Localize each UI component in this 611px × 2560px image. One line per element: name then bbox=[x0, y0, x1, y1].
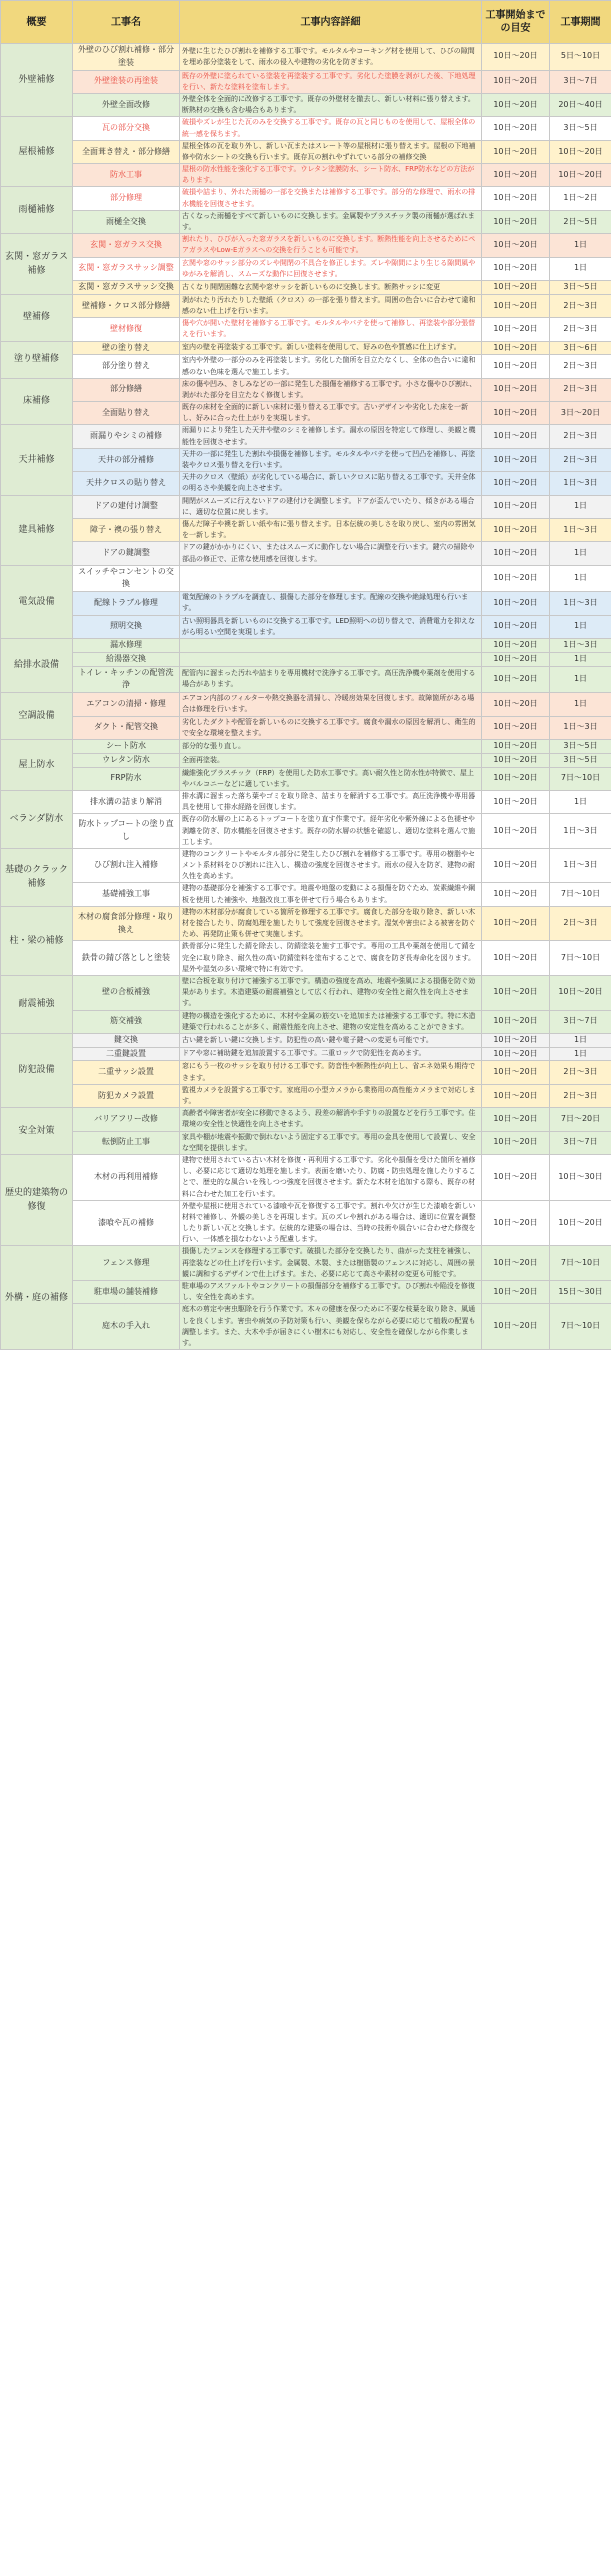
period-cell: 7日〜10日 bbox=[550, 1304, 611, 1350]
header-name: 工事名 bbox=[73, 1, 180, 44]
period-cell: 2日〜3日 bbox=[550, 1084, 611, 1107]
work-desc-cell: 建物の基礎部分を補強する工事です。地震や地盤の変動による損傷を防ぐため、炭素繊維や鋼板を使用した補強や、地盤改良工事を併せて行う場合もあります。 bbox=[180, 883, 482, 906]
start-cell: 10日〜20日 bbox=[482, 294, 550, 317]
work-desc-cell: 外壁に生じたひび割れを補修する工事です。モルタルやコーキング材を使用して、ひびの隙間を埋め部分塗装をして、雨水の侵入や建物の劣化を防ぎます。 bbox=[180, 44, 482, 71]
period-cell: 3日〜7日 bbox=[550, 1131, 611, 1154]
work-name-cell: エアコンの清掃・修理 bbox=[73, 693, 180, 716]
header-desc: 工事内容詳細 bbox=[180, 1, 482, 44]
table-row bbox=[1, 1033, 611, 1047]
work-name-cell: 壁補修・クロス部分修繕 bbox=[73, 294, 180, 317]
period-cell: 1日 bbox=[550, 565, 611, 592]
start-cell: 10日〜20日 bbox=[482, 906, 550, 941]
category-cell: 床補修 bbox=[1, 378, 73, 425]
period-cell: 2日〜3日 bbox=[550, 425, 611, 448]
period-cell: 2日〜3日 bbox=[550, 318, 611, 341]
period-cell: 1日 bbox=[550, 1047, 611, 1061]
work-desc-cell: 古くなり開閉困難な玄関や窓サッシを新しいものに交換します。断熱サッシに変更 bbox=[180, 280, 482, 294]
period-cell: 7日〜10日 bbox=[550, 1246, 611, 1281]
work-name-cell: 庭木の手入れ bbox=[73, 1304, 180, 1350]
work-desc-cell: 建物のコンクリートやモルタル部分に発生したひび割れを補修する工事です。専用の樹脂やセメント系材料をひび割れに注入し、構造の強度を回復させます。雨水の侵入を防ぎ、建物の耐久性を高めます。 bbox=[180, 848, 482, 883]
work-desc-cell: 家具や棚が地震や振動で倒れないよう固定する工事です。専用の金具を使用して設置し、安全な空間を提供します。 bbox=[180, 1131, 482, 1154]
category-cell: 外構・庭の補修 bbox=[1, 1246, 73, 1350]
work-desc-cell: ドアや窓に補助鍵を追加設置する工事です。二重ロックで防犯性を高めます。 bbox=[180, 1047, 482, 1061]
work-name-cell: 天井クロスの貼り替え bbox=[73, 472, 180, 495]
period-cell: 1日 bbox=[550, 234, 611, 257]
header-period: 工事期間 bbox=[550, 1, 611, 44]
table-row bbox=[1, 425, 611, 448]
table-row bbox=[1, 472, 611, 495]
start-cell: 10日〜20日 bbox=[482, 472, 550, 495]
table-row bbox=[1, 257, 611, 280]
work-desc-cell: 傷んだ障子や襖を新しい紙や布に張り替えます。日本伝統の美しさを取り戻し、室内の雰囲気を一新します。 bbox=[180, 518, 482, 541]
work-name-cell: 給湯器交換 bbox=[73, 652, 180, 666]
header-category: 概要 bbox=[1, 1, 73, 44]
period-cell: 1日 bbox=[550, 666, 611, 693]
work-name-cell: 木材の腐食部分修理・取り換え bbox=[73, 906, 180, 941]
work-desc-cell: 建物の木材部分が腐食している箇所を修理する工事です。腐食した部分を取り除き、新しい木材を接合したり、防腐処理を施したりして強度を回復させます。湿気や害虫による被害を防ぐため、再発防止策も併せて実施します。 bbox=[180, 906, 482, 941]
start-cell: 10日〜20日 bbox=[482, 753, 550, 767]
work-name-cell: 外壁のひび割れ補修・部分塗装 bbox=[73, 44, 180, 71]
table-row bbox=[1, 716, 611, 739]
work-name-cell: ドアの建付け調整 bbox=[73, 495, 180, 518]
work-desc-cell: 室内や外壁の一部分のみを再塗装します。劣化した箇所を目立たなくし、全体の色合いに違和感のない色味を選んで施工します。 bbox=[180, 355, 482, 378]
table-row bbox=[1, 975, 611, 1010]
start-cell: 10日〜20日 bbox=[482, 941, 550, 976]
table-row bbox=[1, 542, 611, 565]
table-row bbox=[1, 1061, 611, 1084]
start-cell: 10日〜20日 bbox=[482, 140, 550, 163]
work-desc-cell: 古い照明器具を新しいものに交換する工事です。LED照明への切り替えで、消費電力を抑えながら明るい空間を実現します。 bbox=[180, 615, 482, 638]
table-row bbox=[1, 495, 611, 518]
period-cell: 1日 bbox=[550, 652, 611, 666]
work-desc-cell: 外壁全体を全面的に改修する工事です。既存の外壁材を撤去し、新しい材料に張り替えます。断熱材の交換も含む場合もあります。 bbox=[180, 93, 482, 116]
start-cell: 10日〜20日 bbox=[482, 210, 550, 233]
start-cell: 10日〜20日 bbox=[482, 518, 550, 541]
table-row bbox=[1, 294, 611, 317]
table-row bbox=[1, 814, 611, 849]
period-cell: 1日〜3日 bbox=[550, 472, 611, 495]
work-name-cell: 漆喰や瓦の補修 bbox=[73, 1200, 180, 1246]
work-name-cell: 雨樋全交換 bbox=[73, 210, 180, 233]
work-name-cell: 全面貼り替え bbox=[73, 402, 180, 425]
work-name-cell: 壁の合板補強 bbox=[73, 975, 180, 1010]
work-desc-cell: 既存の外壁に塗られている塗装を再塗装する工事です。劣化した塗膜を剥がした後、下地処理を行い、新たな塗料を塗布します。 bbox=[180, 70, 482, 93]
start-cell: 10日〜20日 bbox=[482, 693, 550, 716]
table-row bbox=[1, 693, 611, 716]
work-name-cell: 照明交換 bbox=[73, 615, 180, 638]
period-cell: 2日〜5日 bbox=[550, 210, 611, 233]
start-cell: 10日〜20日 bbox=[482, 280, 550, 294]
period-cell: 1日〜3日 bbox=[550, 814, 611, 849]
period-cell: 1日 bbox=[550, 790, 611, 813]
start-cell: 10日〜20日 bbox=[482, 448, 550, 471]
category-cell: 給排水設備 bbox=[1, 639, 73, 693]
table-row bbox=[1, 883, 611, 906]
table-row bbox=[1, 1200, 611, 1246]
work-name-cell: 防水工事 bbox=[73, 164, 180, 187]
period-cell: 1日 bbox=[550, 542, 611, 565]
period-cell: 1日 bbox=[550, 1033, 611, 1047]
period-cell: 1日 bbox=[550, 257, 611, 280]
work-desc-cell: 壁に合板を取り付けて補強する工事です。構造の強度を高め、地震や強風による損傷を防ぐ効果があります。木造建築の耐震補強として広く行われ、建物の安全性と耐久性を向上させます。 bbox=[180, 975, 482, 1010]
table-row bbox=[1, 448, 611, 471]
work-desc-cell: 剥がれたり汚れたりした壁紙（クロス）の一部を張り替えます。周囲の色合いに合わせて違和感のない仕上げを行います。 bbox=[180, 294, 482, 317]
work-desc-cell: 既存の床材を全面的に新しい床材に張り替える工事です。古いデザインや劣化した床を一新し、好みに合った仕上がりを実現します。 bbox=[180, 402, 482, 425]
work-desc-cell: 窓にもう一枚のサッシを取り付ける工事です。防音性や断熱性が向上し、省エネ効果も期待できます。 bbox=[180, 1061, 482, 1084]
start-cell: 10日〜20日 bbox=[482, 1154, 550, 1200]
work-desc-cell: 建物で使用されている古い木材を修復・再利用する工事です。劣化や損傷を受けた箇所を補修し、必要に応じて適切な処理を施します。表面を磨いたり、防腐・防虫処理を施したりすることで、歴史的な風合いを残しつつ強度を回復させます。新たな木材を追加する際も、既存の材料に合わせた加工を行います。 bbox=[180, 1154, 482, 1200]
period-cell: 7日〜10日 bbox=[550, 767, 611, 790]
category-cell: 玄関・窓ガラス補修 bbox=[1, 234, 73, 295]
period-cell: 2日〜3日 bbox=[550, 378, 611, 401]
period-cell: 1日 bbox=[550, 615, 611, 638]
start-cell: 10日〜20日 bbox=[482, 44, 550, 71]
category-cell: 雨樋補修 bbox=[1, 187, 73, 234]
table-row bbox=[1, 790, 611, 813]
period-cell: 3日〜5日 bbox=[550, 280, 611, 294]
work-name-cell: 部分修理 bbox=[73, 187, 180, 210]
work-name-cell: トイレ・キッチンの配管洗浄 bbox=[73, 666, 180, 693]
period-cell: 10日〜20日 bbox=[550, 975, 611, 1010]
period-cell: 7日〜10日 bbox=[550, 941, 611, 976]
start-cell: 10日〜20日 bbox=[482, 883, 550, 906]
work-name-cell: 壁材修復 bbox=[73, 318, 180, 341]
period-cell: 1日〜3日 bbox=[550, 518, 611, 541]
period-cell: 1日〜3日 bbox=[550, 716, 611, 739]
table-row bbox=[1, 666, 611, 693]
start-cell: 10日〜20日 bbox=[482, 542, 550, 565]
table-row bbox=[1, 518, 611, 541]
table-row bbox=[1, 93, 611, 116]
work-desc-cell: 繊維強化プラスチック（FRP）を使用した防水工事です。高い耐久性と防水性が特徴で、屋上やバルコニーなどに適しています。 bbox=[180, 767, 482, 790]
work-name-cell: シート防水 bbox=[73, 739, 180, 753]
work-name-cell: FRP防水 bbox=[73, 767, 180, 790]
work-desc-cell: 割れたり、ひびが入った窓ガラスを新しいものに交換します。断熱性能を向上させるためにペアガラスやLow-Eガラスへの交換を行うことも可能です。 bbox=[180, 234, 482, 257]
table-body bbox=[1, 44, 611, 1350]
work-desc-cell: 開閉がスムーズに行えないドアの建付けを調整します。ドアが歪んでいたり、傾きがある場合に、適切な位置に戻します。 bbox=[180, 495, 482, 518]
work-name-cell: 二重鍵設置 bbox=[73, 1047, 180, 1061]
table-row bbox=[1, 767, 611, 790]
table-row bbox=[1, 1131, 611, 1154]
table-row bbox=[1, 848, 611, 883]
table-row bbox=[1, 355, 611, 378]
work-name-cell: 部分修繕 bbox=[73, 378, 180, 401]
period-cell: 1日〜3日 bbox=[550, 848, 611, 883]
start-cell: 10日〜20日 bbox=[482, 739, 550, 753]
work-desc-cell: 高齢者や障害者が安全に移動できるよう、段差の解消や手すりの設置などを行う工事です。住環境の安全性と快適性を向上させます。 bbox=[180, 1108, 482, 1131]
period-cell: 7日〜20日 bbox=[550, 1108, 611, 1131]
period-cell: 3日〜7日 bbox=[550, 1010, 611, 1033]
work-desc-cell: 駐車場のアスファルトやコンクリートの損傷部分を補修する工事です。ひび割れや陥没を修復し、安全性を高めます。 bbox=[180, 1281, 482, 1304]
period-cell: 2日〜3日 bbox=[550, 1061, 611, 1084]
work-name-cell: バリアフリー改修 bbox=[73, 1108, 180, 1131]
category-cell: 塗り壁補修 bbox=[1, 341, 73, 378]
work-desc-cell: 古くなった雨樋をすべて新しいものに交換します。金属製やプラスチック製の雨樋が選ばれます。 bbox=[180, 210, 482, 233]
start-cell: 10日〜20日 bbox=[482, 565, 550, 592]
start-cell: 10日〜20日 bbox=[482, 790, 550, 813]
work-desc-cell: ドアの鍵がかかりにくい、またはスムーズに動作しない場合に調整を行います。鍵穴の掃除や部品の修正で、正常な使用感を回復します。 bbox=[180, 542, 482, 565]
period-cell: 3日〜5日 bbox=[550, 753, 611, 767]
period-cell: 10日〜30日 bbox=[550, 1154, 611, 1200]
work-desc-cell: 既存の防水層の上にあるトップコートを塗り直す作業です。経年劣化や紫外線による色褪せや剥離を防ぎ、防水機能を回復させます。既存の防水層の状態を確認し、適切な塗料を選んで施工します。 bbox=[180, 814, 482, 849]
work-name-cell: 筋交補強 bbox=[73, 1010, 180, 1033]
work-name-cell: フェンス修理 bbox=[73, 1246, 180, 1281]
work-name-cell: ドアの鍵調整 bbox=[73, 542, 180, 565]
category-cell: 耐震補強 bbox=[1, 975, 73, 1033]
category-cell: 建具補修 bbox=[1, 495, 73, 565]
work-name-cell: 外壁全面改修 bbox=[73, 93, 180, 116]
period-cell: 3日〜6日 bbox=[550, 341, 611, 355]
category-cell: 外壁補修 bbox=[1, 44, 73, 117]
period-cell: 5日〜10日 bbox=[550, 44, 611, 71]
work-name-cell: 玄関・窓ガラスサッシ交換 bbox=[73, 280, 180, 294]
start-cell: 10日〜20日 bbox=[482, 1061, 550, 1084]
period-cell: 1日〜3日 bbox=[550, 639, 611, 653]
start-cell: 10日〜20日 bbox=[482, 1010, 550, 1033]
period-cell: 15日〜30日 bbox=[550, 1281, 611, 1304]
category-cell: 屋上防水 bbox=[1, 739, 73, 790]
start-cell: 10日〜20日 bbox=[482, 975, 550, 1010]
work-desc-cell: 雨漏りにより発生した天井や壁のシミを補修します。漏水の原因を特定して修理し、美観と機能性を回復させます。 bbox=[180, 425, 482, 448]
start-cell: 10日〜20日 bbox=[482, 234, 550, 257]
work-name-cell: 木材の再利用補修 bbox=[73, 1154, 180, 1200]
work-name-cell: 防犯カメラ設置 bbox=[73, 1084, 180, 1107]
start-cell: 10日〜20日 bbox=[482, 1108, 550, 1131]
start-cell: 10日〜20日 bbox=[482, 1304, 550, 1350]
table-row bbox=[1, 1154, 611, 1200]
table-row bbox=[1, 1108, 611, 1131]
period-cell: 1日〜3日 bbox=[550, 592, 611, 615]
start-cell: 10日〜20日 bbox=[482, 1131, 550, 1154]
start-cell: 10日〜20日 bbox=[482, 187, 550, 210]
table-row bbox=[1, 187, 611, 210]
start-cell: 10日〜20日 bbox=[482, 318, 550, 341]
work-desc-cell: 庭木の剪定や害虫駆除を行う作業です。木々の健康を保つために不要な枝葉を取り除き、風通しを良くします。害虫や病気の予防対策も行い、美観を保ちながら必要に応じて植栽の配置も調整します。また、大木や手が届きにくい樹木にも対応し、安全性を確保しながら作業します。 bbox=[180, 1304, 482, 1350]
table-row bbox=[1, 140, 611, 163]
table-row bbox=[1, 318, 611, 341]
period-cell: 3日〜20日 bbox=[550, 402, 611, 425]
category-cell: 基礎のクラック補修 bbox=[1, 848, 73, 906]
table-row bbox=[1, 44, 611, 71]
work-name-cell: 玄関・窓ガラスサッシ調整 bbox=[73, 257, 180, 280]
table-row bbox=[1, 1281, 611, 1304]
work-name-cell: ダクト・配管交換 bbox=[73, 716, 180, 739]
work-name-cell: 二重サッシ設置 bbox=[73, 1061, 180, 1084]
period-cell: 10日〜20日 bbox=[550, 164, 611, 187]
table-row bbox=[1, 280, 611, 294]
period-cell: 20日〜40日 bbox=[550, 93, 611, 116]
work-name-cell: 転倒防止工事 bbox=[73, 1131, 180, 1154]
table-row bbox=[1, 117, 611, 140]
start-cell: 10日〜20日 bbox=[482, 341, 550, 355]
category-cell: 屋根補修 bbox=[1, 117, 73, 187]
start-cell: 10日〜20日 bbox=[482, 425, 550, 448]
work-desc-cell: 排水溝に溜まった落ち葉やゴミを取り除き、詰まりを解消する工事です。高圧洗浄機や専用器具を使用して排水経路を回復します。 bbox=[180, 790, 482, 813]
table-row bbox=[1, 402, 611, 425]
table-row bbox=[1, 341, 611, 355]
period-cell: 2日〜3日 bbox=[550, 355, 611, 378]
category-cell: 柱・梁の補修 bbox=[1, 906, 73, 975]
table-row bbox=[1, 565, 611, 592]
start-cell: 10日〜20日 bbox=[482, 716, 550, 739]
work-desc-cell: 損傷したフェンスを修理する工事です。破損した部分を交換したり、曲がった支柱を補強し、再塗装などの仕上げを行います。金属製、木製、または樹脂製のフェンスに対応し、周囲の景観に調和するデザインで仕上げます。また、必要に応じて高さや素材の変更も可能です。 bbox=[180, 1246, 482, 1281]
start-cell: 10日〜20日 bbox=[482, 495, 550, 518]
start-cell: 10日〜20日 bbox=[482, 592, 550, 615]
table-row bbox=[1, 592, 611, 615]
category-cell: 空調設備 bbox=[1, 693, 73, 740]
work-name-cell: 配線トラブル修理 bbox=[73, 592, 180, 615]
start-cell: 10日〜20日 bbox=[482, 1047, 550, 1061]
work-desc-cell bbox=[180, 565, 482, 592]
start-cell: 10日〜20日 bbox=[482, 767, 550, 790]
table-row bbox=[1, 210, 611, 233]
start-cell: 10日〜20日 bbox=[482, 1281, 550, 1304]
work-name-cell: 雨漏りやシミの補修 bbox=[73, 425, 180, 448]
start-cell: 10日〜20日 bbox=[482, 848, 550, 883]
start-cell: 10日〜20日 bbox=[482, 615, 550, 638]
work-name-cell: 排水溝の詰まり解消 bbox=[73, 790, 180, 813]
work-desc-cell bbox=[180, 652, 482, 666]
start-cell: 10日〜20日 bbox=[482, 1246, 550, 1281]
work-desc-cell: 玄関や窓のサッシ部分のズレや開閉の不具合を修正します。ズレや隙間により生じる隙間風やゆがみを解消し、スムーズな動作に回復させます。 bbox=[180, 257, 482, 280]
work-name-cell: 障子・襖の張り替え bbox=[73, 518, 180, 541]
table-row bbox=[1, 234, 611, 257]
work-desc-cell: 部分的な張り直し。 bbox=[180, 739, 482, 753]
category-cell: 安全対策 bbox=[1, 1108, 73, 1155]
table-row bbox=[1, 652, 611, 666]
period-cell: 3日〜7日 bbox=[550, 70, 611, 93]
work-desc-cell: 鉄骨部分に発生した錆を除去し、防錆塗装を施す工事です。専用の工具や薬剤を使用して錆を完全に取り除き、耐久性の高い防錆塗料を塗布することで、腐食を防ぎ長寿命化を図ります。屋外や湿気の多い環境で特に有効です。 bbox=[180, 941, 482, 976]
category-cell: 電気設備 bbox=[1, 565, 73, 638]
period-cell: 10日〜20日 bbox=[550, 1200, 611, 1246]
work-name-cell: 鍵交換 bbox=[73, 1033, 180, 1047]
work-name-cell: 瓦の部分交換 bbox=[73, 117, 180, 140]
table-row bbox=[1, 639, 611, 653]
start-cell: 10日〜20日 bbox=[482, 1200, 550, 1246]
work-name-cell: 駐車場の舗装補修 bbox=[73, 1281, 180, 1304]
work-name-cell: 鉄骨の錆び落としと塗装 bbox=[73, 941, 180, 976]
table-row bbox=[1, 70, 611, 93]
start-cell: 10日〜20日 bbox=[482, 164, 550, 187]
category-cell: 防犯設備 bbox=[1, 1033, 73, 1107]
start-cell: 10日〜20日 bbox=[482, 93, 550, 116]
period-cell: 1日 bbox=[550, 693, 611, 716]
table-row bbox=[1, 615, 611, 638]
category-cell: 歴史的建築物の修復 bbox=[1, 1154, 73, 1246]
start-cell: 10日〜20日 bbox=[482, 70, 550, 93]
work-name-cell: 玄関・窓ガラス交換 bbox=[73, 234, 180, 257]
work-desc-cell: 監視カメラを設置する工事です。家庭用の小型カメラから業務用の高性能カメラまで対応します。 bbox=[180, 1084, 482, 1107]
category-cell: ベランダ防水 bbox=[1, 790, 73, 848]
table-row bbox=[1, 1047, 611, 1061]
table-row bbox=[1, 753, 611, 767]
start-cell: 10日〜20日 bbox=[482, 652, 550, 666]
work-desc-cell: 室内の壁を再塗装する工事です。新しい塗料を使用して、好みの色や質感に仕上げます。 bbox=[180, 341, 482, 355]
work-desc-cell: 外壁や屋根に使用されている漆喰や瓦を修復する工事です。割れや欠けが生じた漆喰を新しい材料で補修し、外観の美しさを再現します。瓦のズレや割れがある場合は、適切に位置を調整したり新しい瓦と交換します。伝統的な建築の場合は、当時の技術や風合いに合わせた修復を行い、一体感を損なわないよう配慮します。 bbox=[180, 1200, 482, 1246]
table-row bbox=[1, 1010, 611, 1033]
period-cell: 1日〜2日 bbox=[550, 187, 611, 210]
work-name-cell: 基礎補強工事 bbox=[73, 883, 180, 906]
start-cell: 10日〜20日 bbox=[482, 666, 550, 693]
period-cell: 3日〜5日 bbox=[550, 117, 611, 140]
table-row bbox=[1, 1084, 611, 1107]
work-desc-cell: 配管内に溜まった汚れや詰まりを専用機材で洗浄する工事です。高圧洗浄機や薬剤を使用する場合があります。 bbox=[180, 666, 482, 693]
work-desc-cell: 床の傷や凹み、きしみなどの一部に発生した損傷を補修する工事です。小さな傷やひび割れ、剥がれた部分を目立たなく修復します。 bbox=[180, 378, 482, 401]
start-cell: 10日〜20日 bbox=[482, 257, 550, 280]
work-desc-cell: エアコン内部のフィルターや熱交換器を清掃し、冷暖房効果を回復します。故障箇所がある場合は修理を行います。 bbox=[180, 693, 482, 716]
start-cell: 10日〜20日 bbox=[482, 402, 550, 425]
work-name-cell: 防水トップコートの塗り直し bbox=[73, 814, 180, 849]
period-cell: 7日〜10日 bbox=[550, 883, 611, 906]
work-name-cell: スイッチやコンセントの交換 bbox=[73, 565, 180, 592]
work-name-cell: 漏水修理 bbox=[73, 639, 180, 653]
start-cell: 10日〜20日 bbox=[482, 1033, 550, 1047]
work-desc-cell bbox=[180, 639, 482, 653]
period-cell: 2日〜3日 bbox=[550, 448, 611, 471]
period-cell: 2日〜3日 bbox=[550, 294, 611, 317]
work-name-cell: ウレタン防水 bbox=[73, 753, 180, 767]
period-cell: 10日〜20日 bbox=[550, 140, 611, 163]
work-desc-cell: 天井のクロス（壁紙）が劣化している場合に、新しいクロスに貼り替える工事です。天井全体の明るさや美観を向上させます。 bbox=[180, 472, 482, 495]
start-cell: 10日〜20日 bbox=[482, 1084, 550, 1107]
table-row bbox=[1, 1246, 611, 1281]
work-desc-cell: 劣化したダクトや配管を新しいものに交換する工事です。腐食や漏水の原因を解消し、衛生的で安全な環境を整えます。 bbox=[180, 716, 482, 739]
header-row bbox=[1, 1, 611, 44]
work-desc-cell: 全面再塗装。 bbox=[180, 753, 482, 767]
start-cell: 10日〜20日 bbox=[482, 814, 550, 849]
category-cell: 壁補修 bbox=[1, 294, 73, 341]
work-desc-cell: 屋根全体の瓦を取り外し、新しい瓦またはスレート等の屋根材に張り替えます。屋根の下地補修や防水シートの交換も行います。既存瓦の割れやずれている部分の補修交換 bbox=[180, 140, 482, 163]
work-desc-cell: 古い鍵を新しい鍵に交換します。防犯性の高い鍵や電子鍵への変更も可能です。 bbox=[180, 1033, 482, 1047]
start-cell: 10日〜20日 bbox=[482, 355, 550, 378]
table-row bbox=[1, 739, 611, 753]
table-row bbox=[1, 906, 611, 941]
header-start: 工事開始までの目安 bbox=[482, 1, 550, 44]
work-desc-cell: 破損やズレが生じた瓦のみを交換する工事です。既存の瓦と同じものを使用して、屋根全体の統一感を保ちます。 bbox=[180, 117, 482, 140]
start-cell: 10日〜20日 bbox=[482, 378, 550, 401]
work-desc-cell: 建物の構造を強化するために、木材や金属の筋交いを追加または補強する工事です。特に木造建築で行われることが多く、耐震性能を向上させ、建物の安定性を高めることができます。 bbox=[180, 1010, 482, 1033]
work-desc-cell: 傷や穴が開いた壁材を補修する工事です。モルタルやパテを使って補修し、再塗装や部分張替えを行います。 bbox=[180, 318, 482, 341]
work-name-cell: 壁の塗り替え bbox=[73, 341, 180, 355]
work-desc-cell: 破損や詰まり、外れた雨樋の一部を交換または補修する工事です。部分的な修理で、雨水の排水機能を回復させます。 bbox=[180, 187, 482, 210]
work-name-cell: ひび割れ注入補修 bbox=[73, 848, 180, 883]
table-row bbox=[1, 378, 611, 401]
period-cell: 3日〜5日 bbox=[550, 739, 611, 753]
work-desc-cell: 天井の一部に発生した割れや損傷を補修します。モルタルやパテを使って凹凸を補修し、再塗装やクロス張り替えを行います。 bbox=[180, 448, 482, 471]
period-cell: 1日 bbox=[550, 495, 611, 518]
work-name-cell: 外壁塗装の再塗装 bbox=[73, 70, 180, 93]
period-cell: 2日〜3日 bbox=[550, 906, 611, 941]
work-desc-cell: 電気配線のトラブルを調査し、損傷した部分を修理します。配線の交換や絶縁処理も行います。 bbox=[180, 592, 482, 615]
table-row bbox=[1, 941, 611, 976]
work-name-cell: 部分塗り替え bbox=[73, 355, 180, 378]
work-name-cell: 天井の部分補修 bbox=[73, 448, 180, 471]
work-desc-cell: 屋根の防水性能を強化する工事です。ウレタン塗膜防水、シート防水、FRP防水などの方法があります。 bbox=[180, 164, 482, 187]
start-cell: 10日〜20日 bbox=[482, 639, 550, 653]
table-row bbox=[1, 164, 611, 187]
start-cell: 10日〜20日 bbox=[482, 117, 550, 140]
table-row bbox=[1, 1304, 611, 1350]
work-name-cell: 全面葺き替え・部分修繕 bbox=[73, 140, 180, 163]
category-cell: 天井補修 bbox=[1, 425, 73, 495]
